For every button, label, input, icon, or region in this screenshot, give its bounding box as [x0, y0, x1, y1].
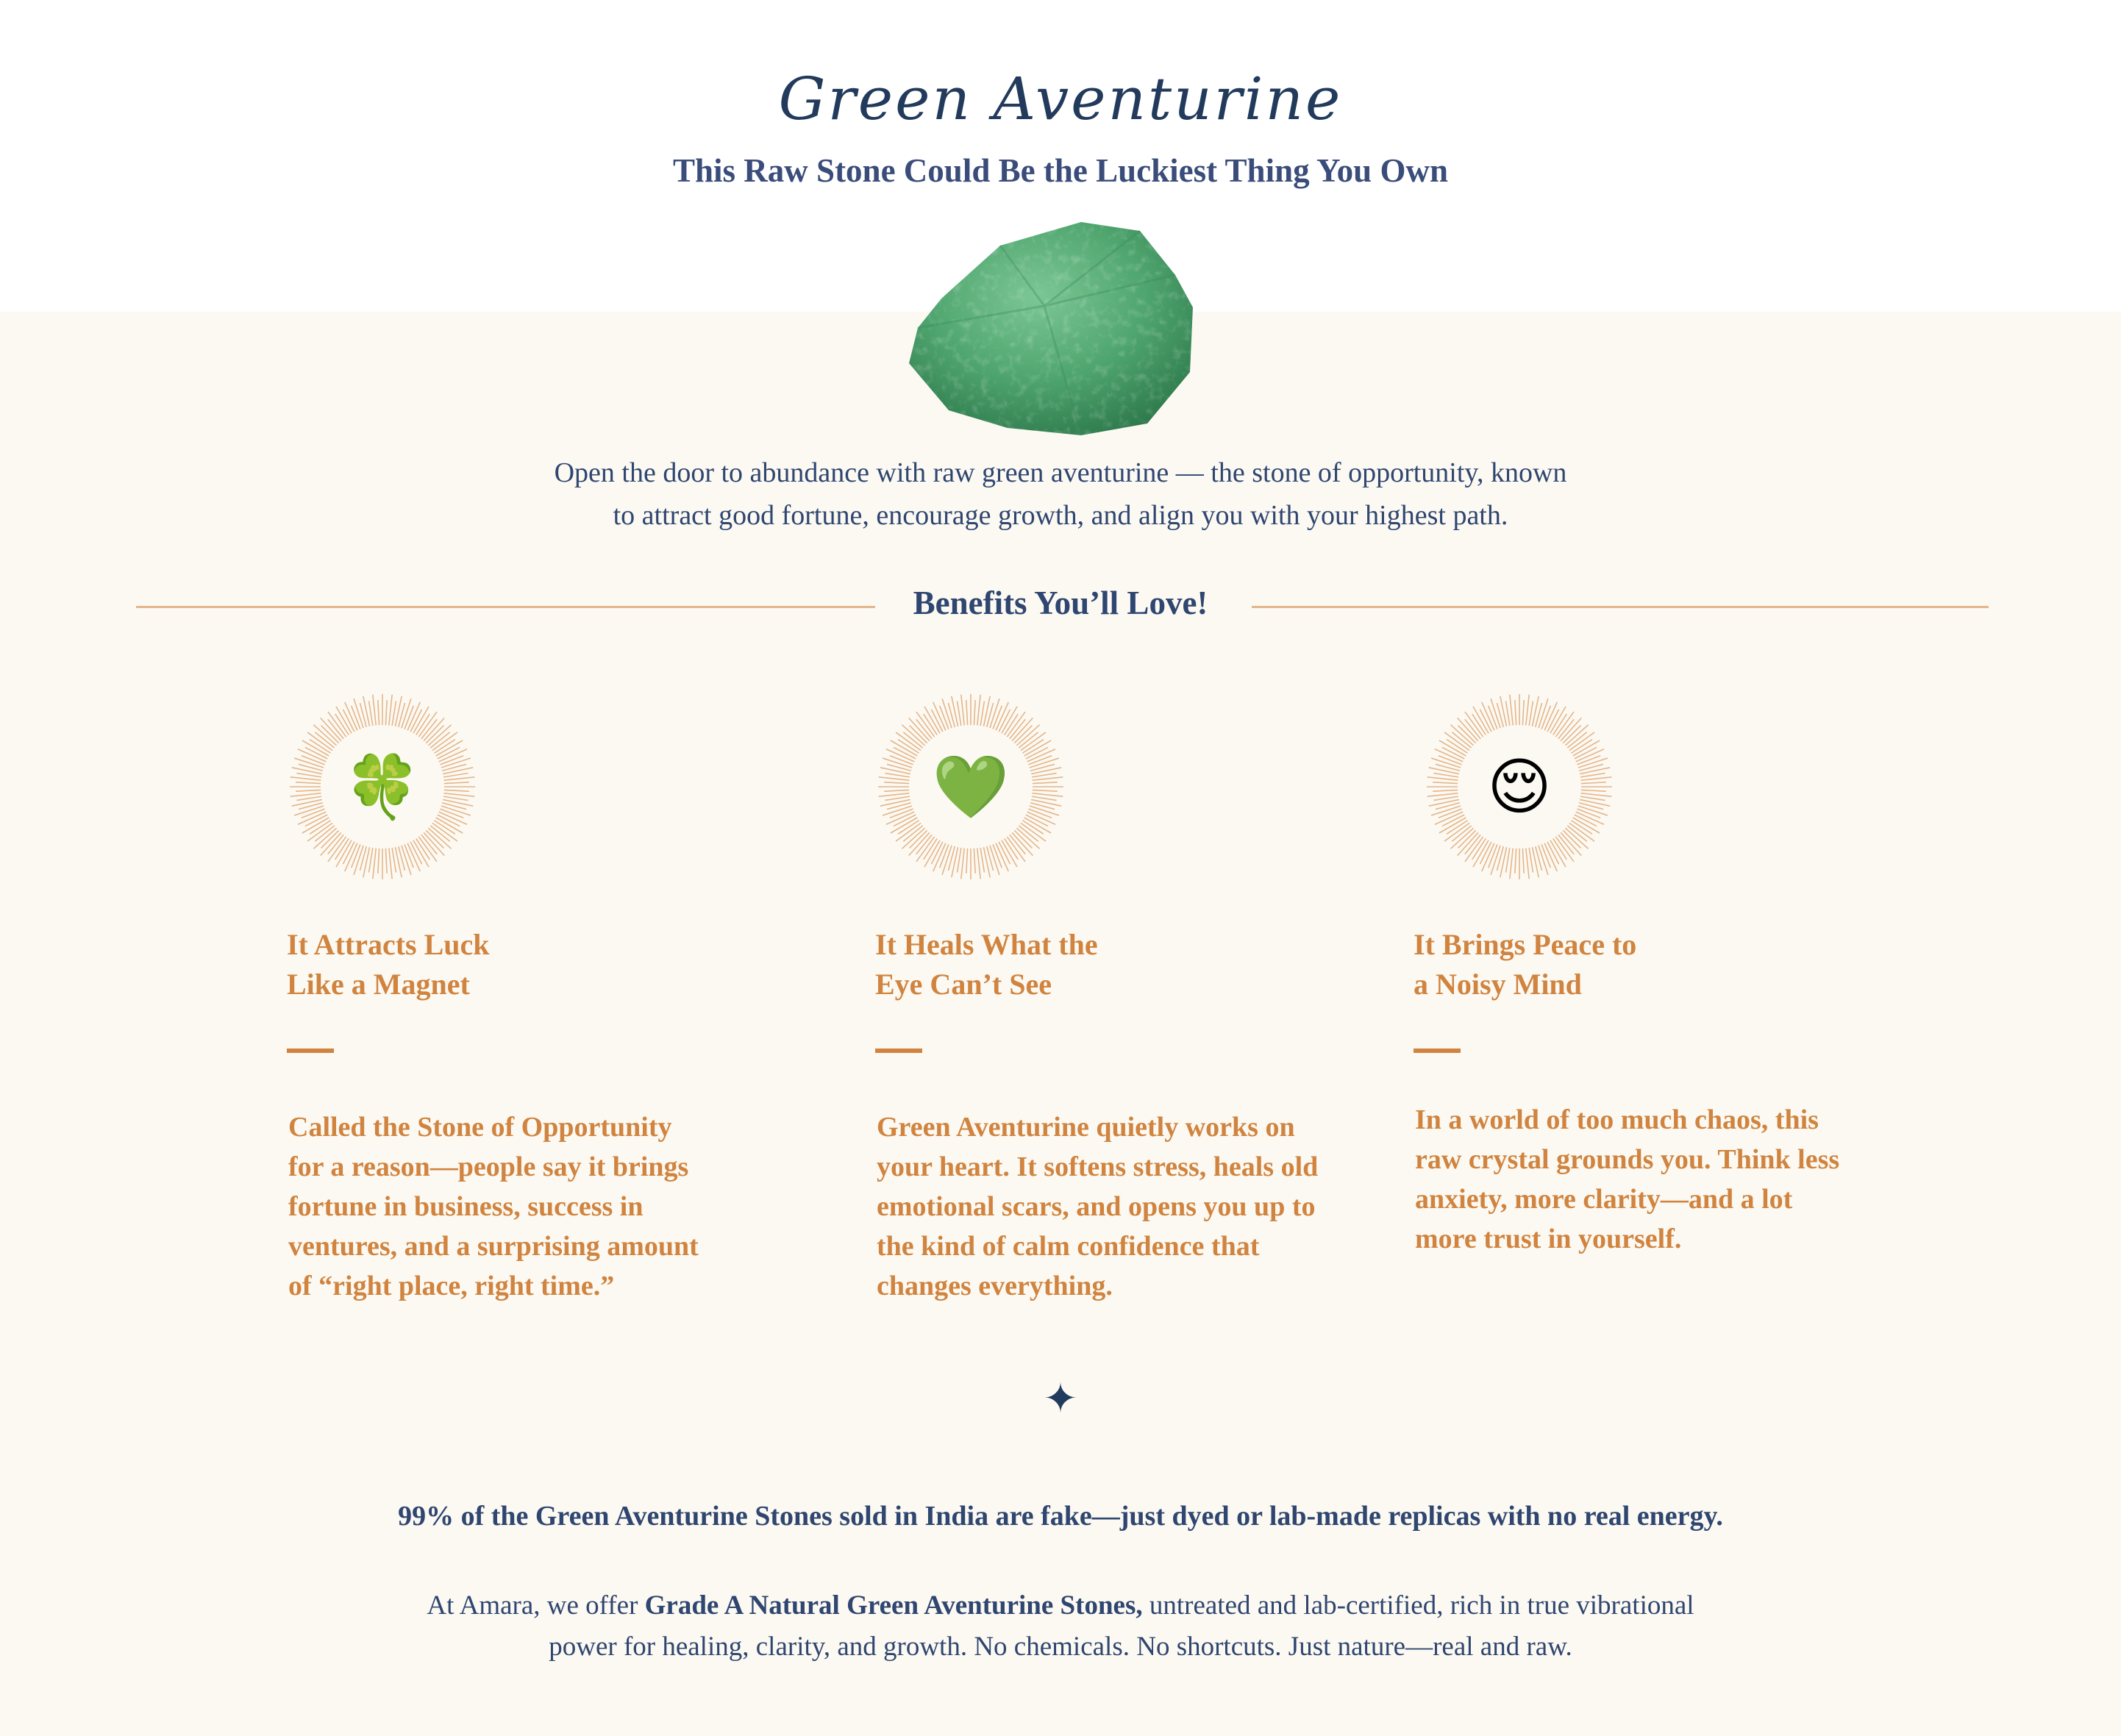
benefit-description	[877, 1107, 1318, 1306]
benefit-description	[288, 1107, 699, 1306]
benefit-description-line: fortune in business, success in	[288, 1191, 644, 1222]
green-heart-icon: 💚	[932, 750, 1010, 823]
accent-dash	[875, 1049, 922, 1053]
accent-dash	[1414, 1049, 1461, 1053]
divider-line-right	[1252, 606, 1989, 608]
offer-highlight: Grade A Natural Green Aventurine Stones,	[644, 1590, 1143, 1621]
benefit-description-line: your heart. It softens stress, heals old	[877, 1151, 1319, 1182]
offer-line	[0, 1585, 2121, 1626]
benefit-title-line: It Attracts Luck	[287, 928, 490, 961]
benefit-description-line: raw crystal grounds you. Think less	[1415, 1144, 1840, 1175]
intro-line: to attract good fortune, encourage growth, and align you with your highest path.	[613, 500, 1508, 531]
page-subtitle: This Raw Stone Could Be the Luckiest Thing You Own	[672, 152, 1448, 189]
sparkle-divider-icon: ✦	[1043, 1375, 1078, 1423]
offer-suffix: untreated and lab-certified, rich in true vibrational	[1142, 1590, 1694, 1621]
benefit-title-line: It Brings Peace to	[1414, 928, 1637, 961]
benefit-description-line: emotional scars, and opens you up to	[877, 1191, 1316, 1222]
benefit-title-line: Eye Can’t See	[875, 968, 1052, 1001]
benefit-description-line: Called the Stone of Opportunity	[288, 1112, 672, 1143]
benefit-description-line: for a reason—people say it brings	[288, 1151, 689, 1182]
intro-paragraph	[0, 451, 2121, 537]
benefit-description-line: the kind of calm confidence that	[877, 1231, 1260, 1262]
benefit-title	[287, 925, 490, 1004]
offer-line: power for healing, clarity, and growth. No chemicals. No shortcuts. Just nature—real and raw.	[549, 1632, 1572, 1662]
benefit-description-line: anxiety, more clarity—and a lot	[1415, 1184, 1793, 1215]
benefit-title-line: It Heals What the	[875, 928, 1098, 961]
stone-image	[897, 218, 1206, 438]
offer-paragraph	[0, 1585, 2121, 1668]
benefit-description-line: Green Aventurine quietly works on	[877, 1112, 1295, 1143]
authenticity-warning: 99% of the Green Aventurine Stones sold in India are fake—just dyed or lab-made replicas with no real energy.	[398, 1501, 1723, 1532]
benefit-description-line: more trust in yourself.	[1415, 1224, 1682, 1254]
benefit-title-line: a Noisy Mind	[1414, 968, 1582, 1001]
relieved-face-icon: 😌	[1487, 751, 1552, 823]
benefit-title-line: Like a Magnet	[287, 968, 470, 1001]
accent-dash	[287, 1049, 334, 1053]
benefit-description-line: ventures, and a surprising amount	[288, 1231, 699, 1262]
offer-prefix: At Amara, we offer	[427, 1590, 645, 1621]
four-leaf-clover-icon: 🍀	[343, 750, 421, 823]
benefits-heading: Benefits You’ll Love!	[913, 585, 1208, 621]
benefit-description-line: changes everything.	[877, 1271, 1113, 1301]
page-title: Green Aventurine	[778, 65, 1343, 133]
benefit-description	[1415, 1100, 1839, 1259]
benefit-description-line: In a world of too much chaos, this	[1415, 1104, 1819, 1135]
benefit-title	[875, 925, 1098, 1004]
benefit-title	[1414, 925, 1636, 1004]
intro-line: Open the door to abundance with raw green aventurine — the stone of opportunity, known	[554, 457, 1567, 488]
benefit-description-line: of “right place, right time.”	[288, 1271, 615, 1301]
